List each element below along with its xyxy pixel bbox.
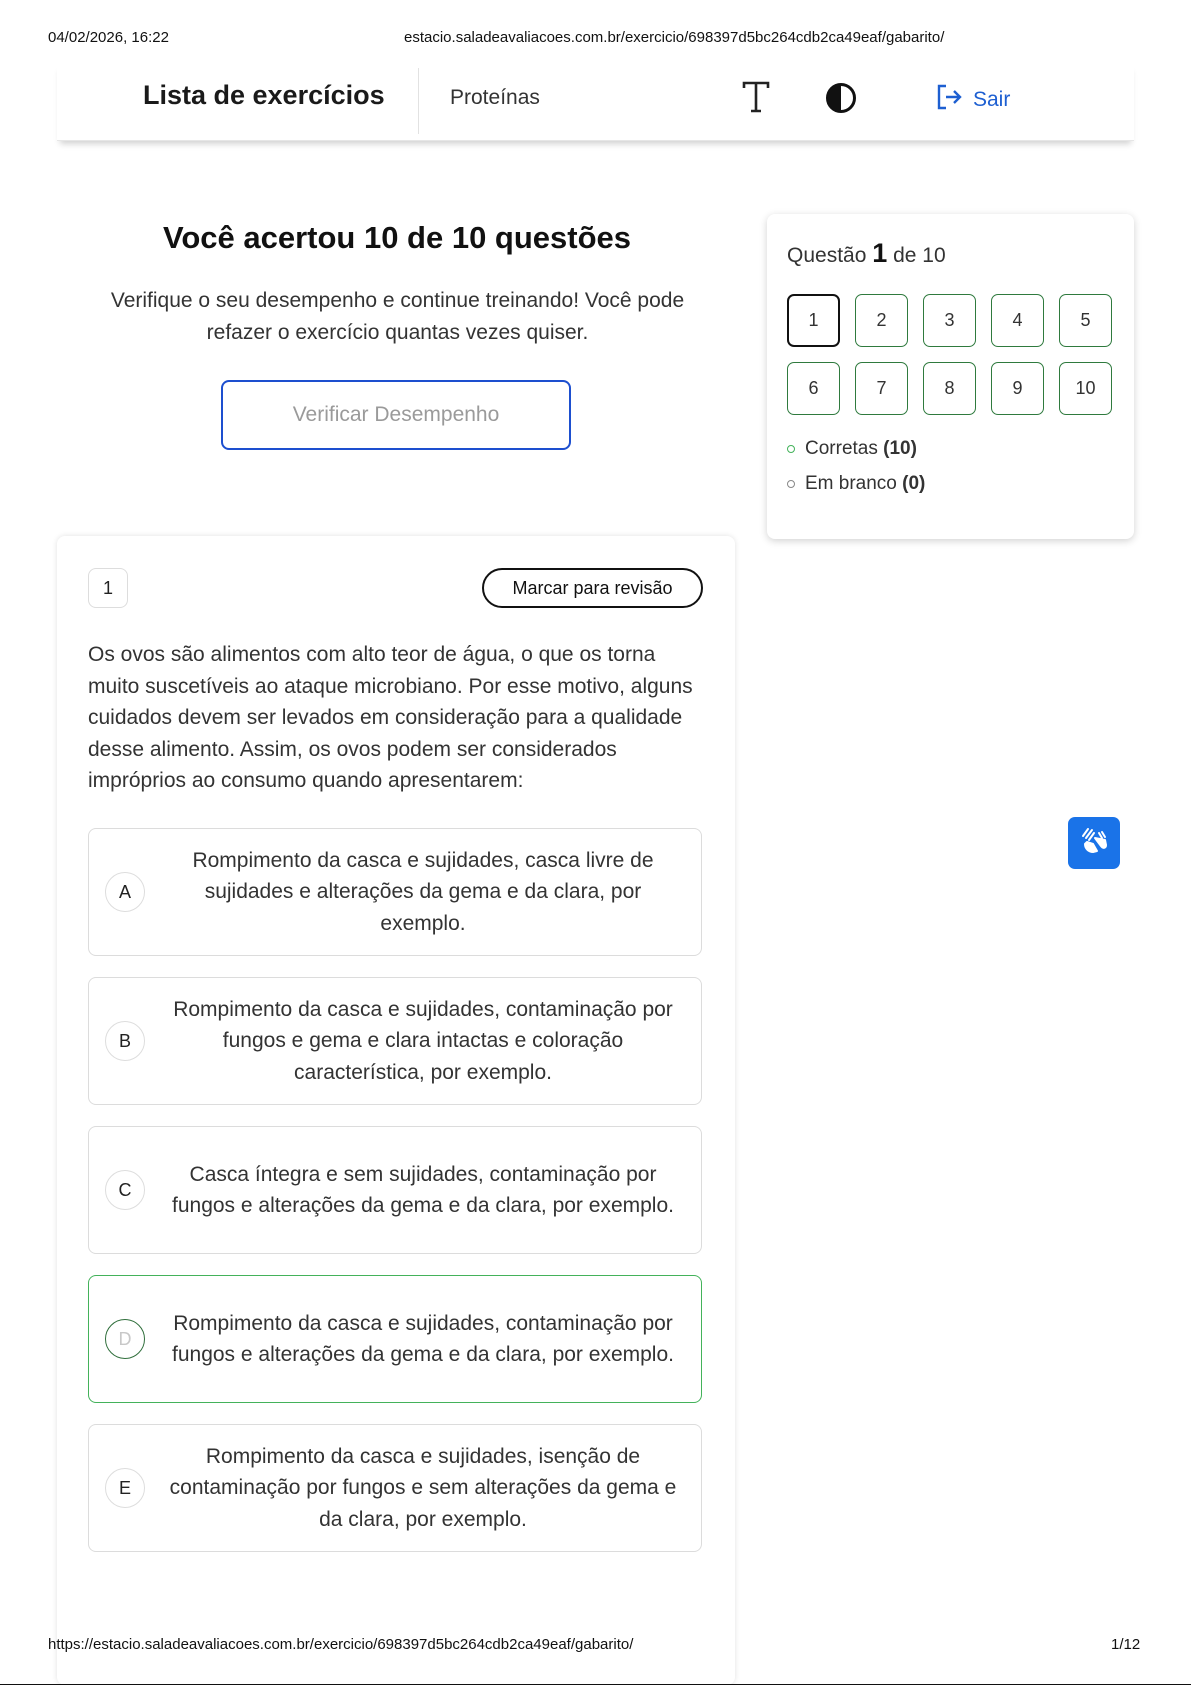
result-title: Você acertou 10 de 10 questões	[162, 220, 632, 255]
option-letter: B	[105, 1021, 145, 1061]
question-navigator	[767, 214, 1134, 539]
question-button[interactable]: 5	[1059, 294, 1112, 347]
result-text: Verifique o seu desempenho e continue treinando! Você pode refazer o exercício quantas vezes quiser.	[110, 289, 685, 344]
question-button[interactable]: 1	[787, 294, 840, 347]
option-e[interactable]	[88, 1424, 702, 1552]
option-text: Rompimento da casca e sujidades, contaminação por fungos e gema e clara intactas e coloração característica, por exemplo.	[173, 997, 673, 1084]
option-text: Rompimento da casca e sujidades, casca livre de sujidades e alterações da gema e da clara, por exemplo.	[192, 848, 654, 935]
option-text: Rompimento da casca e sujidades, isenção de contaminação por fungos e sem alterações da gema e da clara, por exemplo.	[169, 1444, 677, 1531]
sign-language-hands-icon	[1077, 824, 1111, 863]
exercise-subject: Proteínas	[450, 86, 540, 109]
option-a[interactable]	[88, 828, 702, 956]
app-title: Lista de exercícios	[143, 80, 385, 110]
question-button[interactable]: 6	[787, 362, 840, 415]
legend-blank	[787, 473, 925, 495]
option-letter: D	[105, 1319, 145, 1359]
logout-button[interactable]	[935, 80, 1010, 120]
counter-prefix: Questão	[787, 244, 867, 267]
legend-correct-label: Corretas	[805, 438, 878, 459]
option-b[interactable]	[88, 977, 702, 1105]
question-counter	[787, 238, 946, 269]
option-letter: E	[105, 1468, 145, 1508]
counter-suffix: de 10	[893, 244, 946, 267]
question-statement: Os ovos são alimentos com alto teor de água, o que os torna muito suscetíveis ao ataque microbiano. Por esse motivo, alguns cuidados devem ser levados em consideração para a qualidade desse alimento. Assim, os ovos podem ser considerados impróprios ao consumo quando apresentarem:	[88, 643, 693, 792]
blank-dot-icon	[787, 480, 795, 488]
header-divider	[418, 68, 419, 134]
question-button[interactable]: 2	[855, 294, 908, 347]
option-text: Casca íntegra e sem sujidades, contaminação por fungos e alterações da gema e da clara, por exemplo.	[172, 1162, 674, 1217]
print-url-bottom: https://estacio.saladeavaliacoes.com.br/exercicio/698397d5bc264cdb2ca49eaf/gabarito/	[48, 1636, 634, 1653]
logout-icon	[935, 83, 963, 117]
option-c[interactable]	[88, 1126, 702, 1254]
question-button[interactable]: 7	[855, 362, 908, 415]
sign-language-button[interactable]	[1068, 817, 1120, 869]
legend-blank-label: Em branco	[805, 473, 897, 494]
verify-performance-button[interactable]: Verificar Desempenho	[221, 380, 571, 450]
option-letter: C	[105, 1170, 145, 1210]
legend-correct	[787, 438, 917, 460]
print-date: 04/02/2026, 16:22	[48, 29, 169, 46]
legend-blank-count: (0)	[902, 473, 926, 494]
option-text: Rompimento da casca e sujidades, contaminação por fungos e alterações da gema e da clara, por exemplo.	[172, 1311, 674, 1366]
contrast-icon[interactable]	[825, 82, 857, 114]
correct-dot-icon	[787, 445, 795, 453]
app-header	[57, 62, 1134, 141]
legend-correct-count: (10)	[883, 438, 917, 459]
mark-for-review-button[interactable]: Marcar para revisão	[482, 568, 703, 608]
counter-current: 1	[872, 238, 888, 268]
option-d-correct[interactable]	[88, 1275, 702, 1403]
question-button[interactable]: 4	[991, 294, 1044, 347]
question-button[interactable]: 3	[923, 294, 976, 347]
logout-label: Sair	[973, 88, 1011, 111]
question-number: 1	[88, 568, 128, 608]
option-letter: A	[105, 872, 145, 912]
question-button[interactable]: 10	[1059, 362, 1112, 415]
font-size-icon[interactable]	[741, 80, 771, 114]
question-card	[57, 536, 735, 1685]
question-button[interactable]: 9	[991, 362, 1044, 415]
print-page-number: 1/12	[1111, 1636, 1141, 1653]
question-button[interactable]: 8	[923, 362, 976, 415]
print-url-top: estacio.saladeavaliacoes.com.br/exercicio/698397d5bc264cdb2ca49eaf/gabarito/	[404, 29, 945, 46]
